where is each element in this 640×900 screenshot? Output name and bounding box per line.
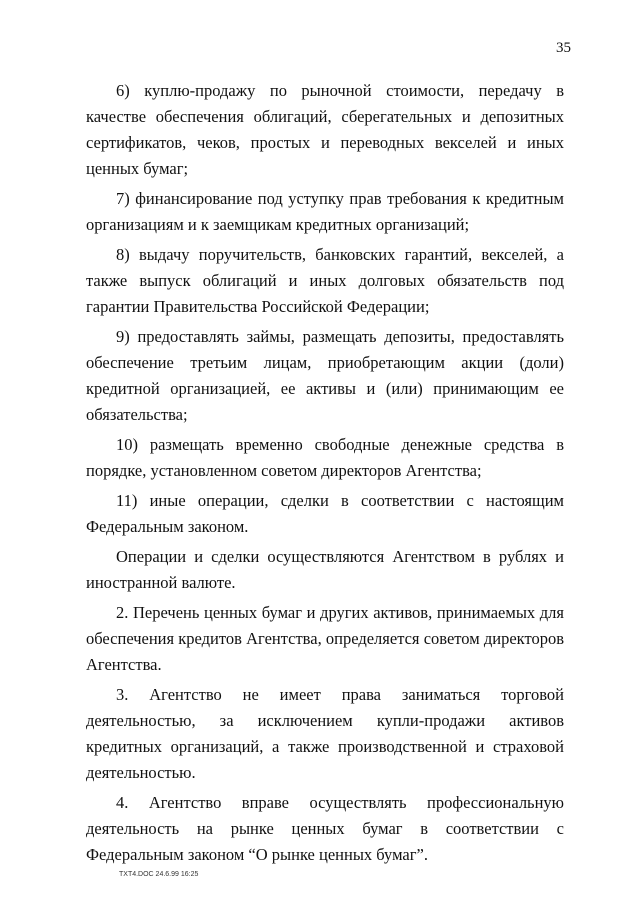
document-body xyxy=(86,78,564,872)
footer-file-stamp: TXT4.DOC 24.6.99 16:25 xyxy=(119,871,199,878)
paragraph-item-10: 10) размещать временно свободные денежные средства в порядке, установленном советом директоров Агентства; xyxy=(86,435,564,480)
paragraph-operations-currency: Операции и сделки осуществляются Агентством в рублях и иностранной валюте. xyxy=(86,547,564,592)
paragraph-item-7: 7) финансирование под уступку прав требования к кредитным организациям и к заемщикам кредитных организаций; xyxy=(86,189,564,234)
paragraph-item-8: 8) выдачу поручительств, банковских гарантий, векселей, а также выпуск облигаций и иных долговых обязательств под гарантии Правительства Российской Федерации; xyxy=(86,245,564,316)
paragraph-clause-4: 4. Агентство вправе осуществлять профессиональную деятельность на рынке ценных бумаг в соответствии с Федеральным законом “О рынке ценных бумаг”. xyxy=(86,793,564,864)
paragraph-clause-2: 2. Перечень ценных бумаг и других активов, принимаемых для обеспечения кредитов Агентства, определяется советом директоров Агентства. xyxy=(86,603,564,674)
paragraph-item-6: 6) куплю-продажу по рыночной стоимости, передачу в качестве обеспечения облигаций, сберегательных и депозитных сертификатов, чеков, простых и переводных векселей и иных ценных бумаг; xyxy=(86,81,564,178)
paragraph-clause-3: 3. Агентство не имеет права заниматься торговой деятельностью, за исключением купли-продажи активов кредитных организаций, а также производственной и страховой деятельностью. xyxy=(86,685,564,782)
paragraph-item-9: 9) предоставлять займы, размещать депозиты, предоставлять обеспечение третьим лицам, приобретающим акции (доли) кредитной организацией, ее активы и (или) принимающим ее обязательства; xyxy=(86,327,564,424)
page-number: 35 xyxy=(556,40,571,56)
paragraph-item-11: 11) иные операции, сделки в соответствии с настоящим Федеральным законом. xyxy=(86,491,564,536)
